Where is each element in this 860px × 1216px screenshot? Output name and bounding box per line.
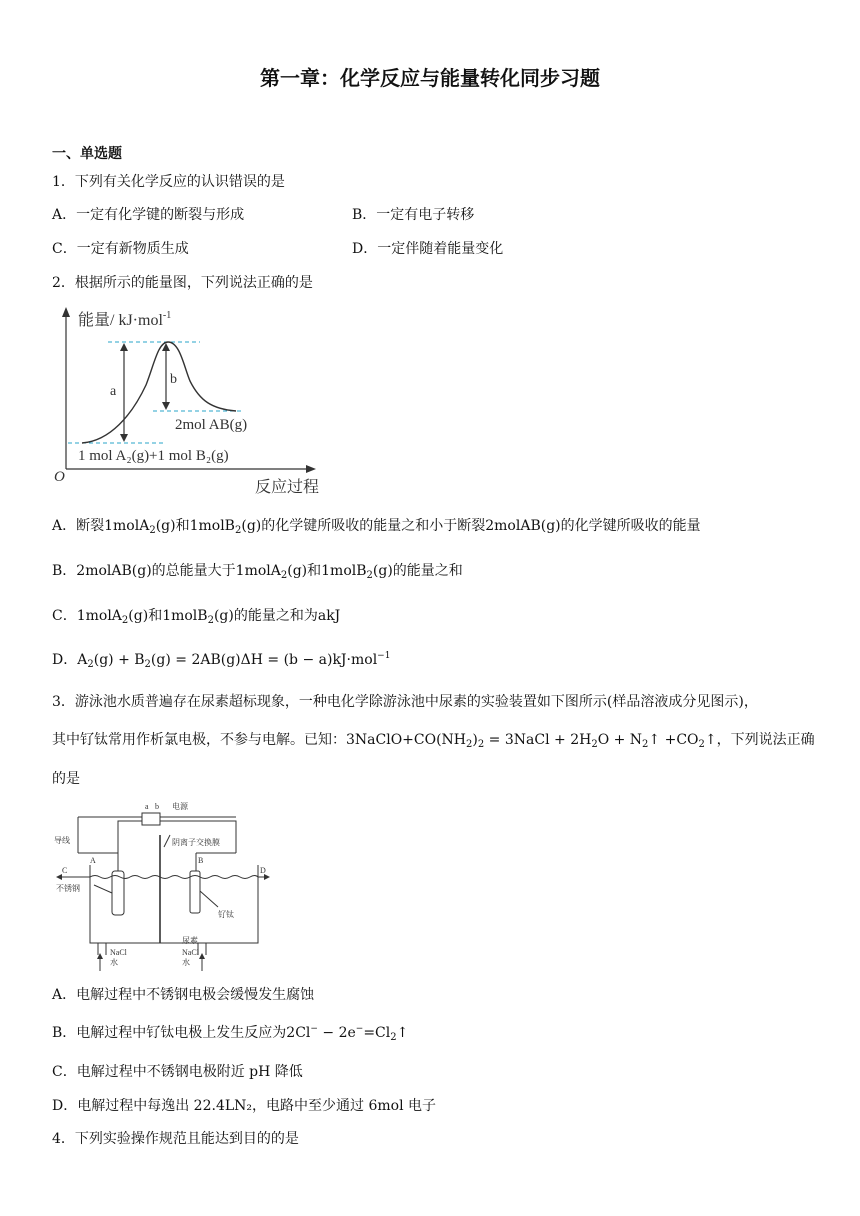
svg-text:电源: 电源: [172, 802, 188, 811]
q3-option-d: D．电解过程中每逸出 22.4LN₂，电路中至少通过 6mol 电子: [52, 1098, 436, 1114]
q1-option-d: D．一定伴随着能量变化: [352, 241, 504, 257]
q3-option-a: A．电解过程中不锈钢电极会缓慢发生腐蚀: [52, 987, 315, 1003]
q2-option-d: D．$A_2(g) + B_2(g) = 2AB(g)\Delta H = (b - a)kJ\cdot mol^{-1}$: [52, 651, 391, 670]
energy-diagram: [50, 305, 340, 497]
q1-option-b: B．一定有电子转移: [352, 207, 475, 223]
q4-stem: 4．下列实验操作规范且能达到目的的是: [52, 1131, 299, 1147]
svg-text:导线: 导线: [54, 836, 70, 845]
x-axis-arrow: [306, 465, 316, 473]
q3-stem-line2: 其中钌钛常用作析氯电极，不参与电解。已知：$3NaClO+CO(NH_2)_2$ = 3NaCl + $2H_2O$ + $N_2↑$ $+CO_2↑$，下列说法正确: [52, 732, 815, 750]
svg-text:b: b: [155, 802, 159, 811]
svg-text:不锈钢: 不锈钢: [56, 884, 80, 893]
page-title: 第一章：化学反应与能量转化同步习题: [260, 66, 600, 90]
q2-option-c: C．1molA$_2$(g)和1molB$_2$(g)的能量之和为akJ: [52, 608, 341, 626]
section-heading: 一、单选题: [52, 146, 122, 162]
q3-option-b: B．电解过程中钌钛电极上发生反应为$2Cl^- - 2e^-=Cl_2↑$: [52, 1024, 409, 1043]
q1-option-a: A．一定有化学键的断裂与形成: [52, 207, 245, 223]
svg-text:水: 水: [110, 958, 118, 967]
q2-stem: 2．根据所示的能量图，下列说法正确的是: [52, 275, 313, 291]
product-label: 2mol AB(g): [175, 417, 248, 433]
svg-text:NaCl: NaCl: [182, 948, 199, 957]
q2-option-a: A．断裂1molA$_2$(g)和1molB$_2$(g)的化学键所吸收的能量之和小于断裂2molAB(g)的化学键所吸收的能量: [52, 518, 701, 536]
q3-option-c: C．电解过程中不锈钢电极附近 pH 降低: [52, 1064, 303, 1080]
svg-text:钌钛: 钌钛: [218, 910, 234, 919]
q3-stem-line3: 的是: [52, 771, 80, 787]
svg-text:NaCl: NaCl: [110, 948, 127, 957]
q2-option-b: B．2molAB(g)的总能量大于1molA$_2$(g)和1molB$_2$(g)的能量之和: [52, 563, 463, 581]
label-b: b: [170, 372, 177, 387]
svg-text:尿素: 尿素: [182, 936, 198, 945]
svg-text:D: D: [260, 866, 266, 875]
x-axis-label: 反应过程: [255, 479, 320, 496]
electrolysis-apparatus: [50, 795, 270, 975]
svg-text:B: B: [198, 856, 204, 865]
svg-text:a: a: [145, 802, 149, 811]
origin-label: O: [54, 469, 65, 485]
label-a: a: [110, 384, 117, 399]
q1-option-c: C．一定有新物质生成: [52, 241, 189, 257]
svg-text:A: A: [90, 856, 96, 865]
svg-text:水: 水: [182, 958, 190, 967]
y-axis-arrow: [62, 307, 70, 317]
q1-stem: 1．下列有关化学反应的认识错误的是: [52, 174, 285, 190]
reactant-label: 1 mol A₂(g)+1 mol B₂(g): [78, 448, 229, 464]
y-axis-label: 能量/ kJ·mol$^{-1}$: [78, 310, 172, 329]
svg-text:C: C: [62, 866, 68, 875]
q3-stem-line1: 3．游泳池水质普遍存在尿素超标现象，一种电化学除游泳池中尿素的实验装置如下图所示(样品溶液成分见图示)，: [52, 694, 758, 710]
svg-text:阴离子交换膜: 阴离子交换膜: [172, 838, 220, 847]
